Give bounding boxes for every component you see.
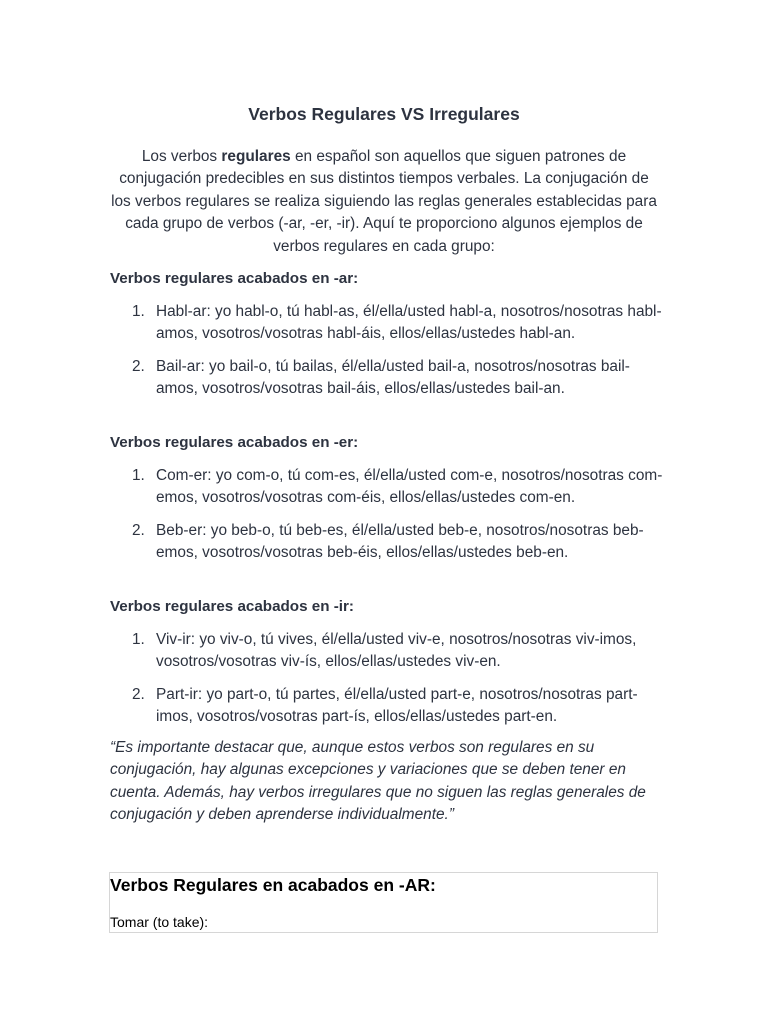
section-heading-ar: Verbos regulares acabados en -ar: [110,270,359,287]
list-item [110,356,670,401]
verb-list-ar [110,301,670,401]
list-item-text: Bail-ar: yo bail-o, tú bailas, él/ella/usted bail-a, nosotros/nosotras bail-amos, vosotros/vosotras bail-áis, ellos/ellas/ustedes bail-an. [156,357,630,398]
verb-list-er [110,465,670,565]
list-item-text: Part-ir: yo part-o, tú partes, él/ella/usted part-e, nosotros/nosotras part-imos, vosotros/vosotras part-ís, ellos/ellas/ustedes part-en. [156,685,638,726]
list-item-text: Habl-ar: yo habl-o, tú habl-as, él/ella/usted habl-a, nosotros/nosotras habl-amos, vosotros/vosotras habl-áis, ellos/ellas/ustedes habl-an. [156,303,662,343]
list-item [110,684,670,729]
intro-text-start: Los verbos [141,148,222,165]
list-item-number: 1. [132,303,145,320]
document-title: Verbos Regulares VS Irregulares [248,104,520,124]
intro-paragraph [108,146,660,258]
list-item [110,301,670,346]
table-heading: Verbos Regulares en acabados en -AR: [110,875,436,895]
list-item-text: Viv-ir: yo viv-o, tú vives, él/ella/usted viv-e, nosotros/nosotras viv-imos, vosotros/vosotras viv-ís, ellos/ellas/ustedes viv-en. [156,631,637,671]
intro-bold-word: regulares [221,148,291,165]
list-item-number: 2. [132,521,145,539]
conjugation-table [109,872,658,933]
list-item [110,629,670,674]
list-item-text: Beb-er: yo beb-o, tú beb-es, él/ella/usted beb-e, nosotros/nosotras beb-emos, vosotros/vosotras beb-éis, ellos/ellas/ustedes beb-en. [156,521,644,562]
list-item [110,520,670,565]
list-item-number: 1. [132,467,145,484]
table-row-label: Tomar (to take): [110,914,209,930]
section-heading-er: Verbos regulares acabados en -er: [110,434,359,451]
list-item-number: 2. [132,357,145,375]
list-item [110,465,670,510]
verb-list-ir [110,629,670,729]
list-item-text: Com-er: yo com-o, tú com-es, él/ella/usted com-e, nosotros/nosotras com-emos, vosotros/vosotras com-éis, ellos/ellas/ustedes com-en. [156,467,663,507]
list-item-number: 2. [132,685,145,703]
list-item-number: 1. [132,631,145,648]
intro-text-rest: en español son aquellos que siguen patrones de conjugación predecibles en sus distintos tiempos verbales. La conjugación de los verbos regulares se realiza siguiendo las reglas generales establecidas para cada grupo de verbos (-ar, -er, -ir). Aquí te proporciono algunos ejemplos de verbos regulares en cada grupo: [111,148,657,255]
section-heading-ir: Verbos regulares acabados en -ir: [110,598,354,615]
closing-quote: “Es importante destacar que, aunque estos verbos son regulares en su conjugación, hay algunas excepciones y variaciones que se deben tener en cuenta. Además, hay verbos irregulares que no siguen las reglas generales de conjugación y deben aprenderse individualmente.” [110,739,646,824]
